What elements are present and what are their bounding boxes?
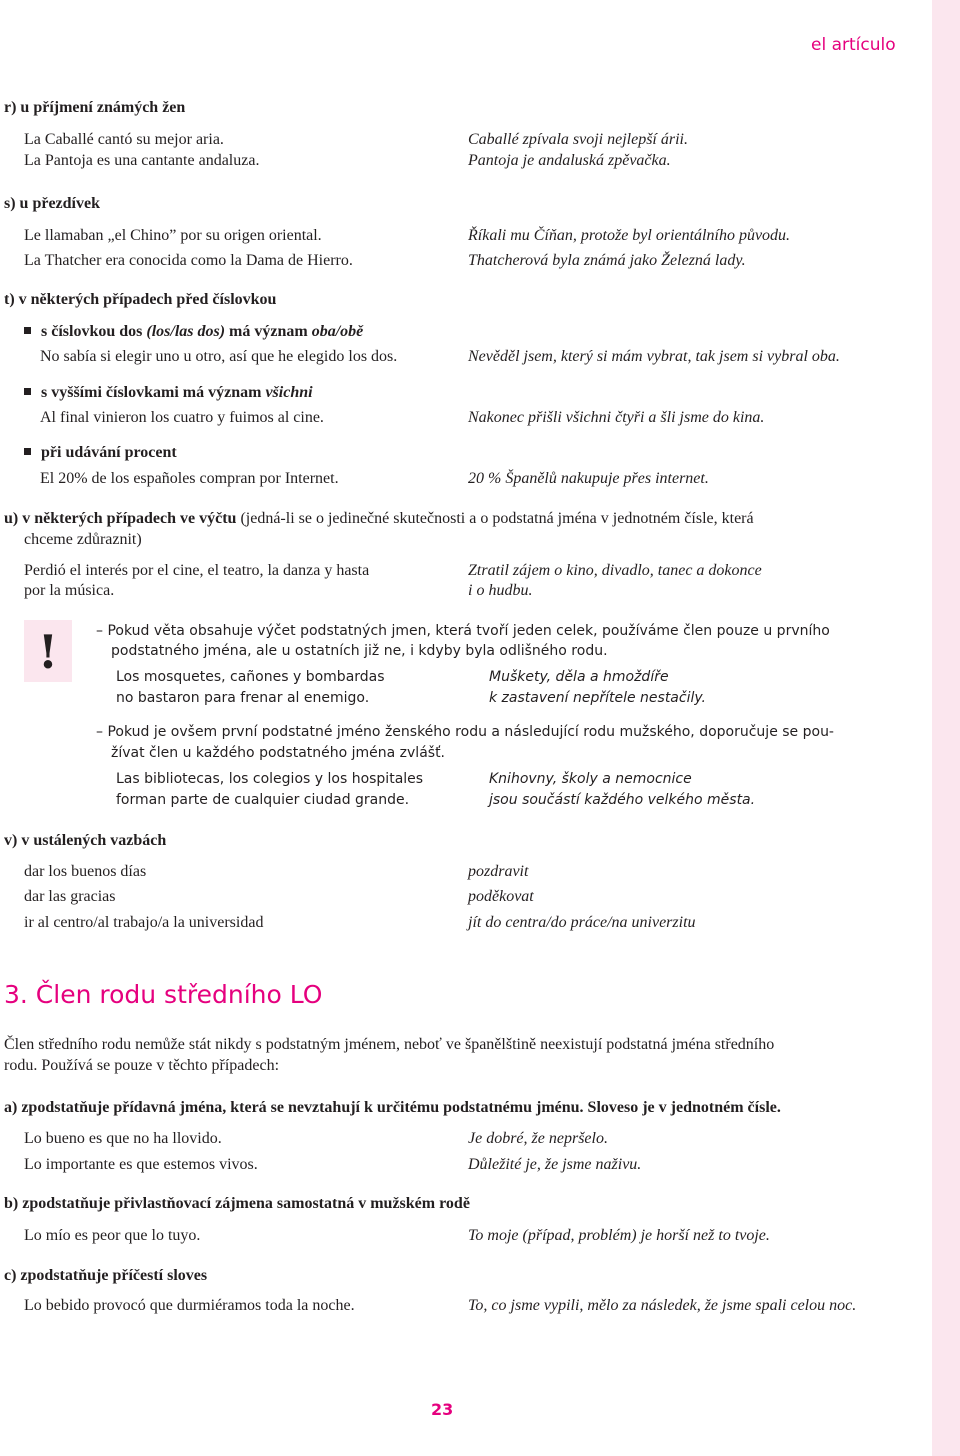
page-number: 23: [431, 1400, 454, 1419]
section-v-title: v) v ustálených vazbách: [4, 832, 167, 849]
bullet-square-icon: [24, 327, 31, 334]
section-u-title-cont: chceme zdůraznit): [24, 531, 142, 548]
u-example-cz-line2: i o hudbu.: [468, 582, 533, 599]
v-example-cz-3: jít do centra/do práce/na univerzitu: [468, 914, 696, 931]
s3c-example-es-1: Lo bebido provocó que durmiéramos toda la noche.: [24, 1297, 355, 1314]
bullet-square-icon: [24, 448, 31, 455]
section-3-intro-line1: Člen středního rodu nemůže stát nikdy s podstatným jménem, neboť ve španělštině neexistují podstatná jména středního: [4, 1036, 775, 1053]
warning-ex2-es-line2: forman parte de cualquier ciudad grande.: [116, 792, 410, 808]
s-example-cz-1: Říkali mu Číňan, protože byl orientálního původu.: [468, 227, 791, 244]
section-3-heading: 3. Člen rodu středního LO: [4, 980, 323, 1009]
t-bullet-1-cz: Nevěděl jsem, který si mám vybrat, tak jsem si vybral oba.: [468, 348, 840, 365]
warning-note-1-line1: – Pokud věta obsahuje výčet podstatných jmen, která tvoří jeden celek, používáme člen pouze u prvního: [96, 623, 830, 639]
s3a-example-cz-1: Je dobré, že nepršelo.: [468, 1130, 608, 1147]
u-example-es-line2: por la música.: [24, 582, 115, 599]
bullet-square-icon: [24, 388, 31, 395]
section-u-title: u) v některých případech ve výčtu (jedná-li se o jedinečné skutečnosti a o podstatná jména v jednotném čísle, která: [4, 510, 754, 527]
page-edge-band: [932, 0, 960, 1456]
s-example-cz-2: Thatcherová byla známá jako Železná lady.: [468, 252, 746, 269]
v-example-cz-1: pozdravit: [468, 863, 529, 880]
section-r-title: r) u příjmení známých žen: [4, 99, 186, 116]
s-example-es-2: La Thatcher era conocida como la Dama de Hierro.: [24, 252, 353, 269]
t-bullet-2-es: Al final vinieron los cuatro y fuimos al cine.: [40, 409, 324, 426]
t-bullet-3-cz: 20 % Španělů nakupuje přes internet.: [468, 470, 709, 487]
s3a-example-es-2: Lo importante es que estemos vivos.: [24, 1156, 258, 1173]
s3a-example-cz-2: Důležité je, že jsme naživu.: [468, 1156, 642, 1173]
section-3c-title: c) zpodstatňuje příčestí sloves: [4, 1267, 208, 1284]
section-t-title: t) v některých případech před číslovkou: [4, 291, 277, 308]
exclamation-icon: !: [37, 625, 59, 679]
section-s-title: s) u přezdívek: [4, 195, 100, 212]
r-example-cz-2: Pantoja je andaluská zpěvačka.: [468, 152, 671, 169]
u-example-cz-line1: Ztratil zájem o kino, divadlo, tanec a dokonce: [468, 562, 762, 579]
warning-icon: [24, 620, 72, 682]
v-example-cz-2: poděkovat: [468, 888, 534, 905]
r-example-cz-1: Caballé zpívala svoji nejlepší árii.: [468, 131, 688, 148]
v-example-es-3: ir al centro/al trabajo/a la universidad: [24, 914, 264, 931]
t-bullet-1-heading: s číslovkou dos (los/las dos) má význam oba/obě: [24, 322, 363, 342]
s3c-example-cz-1: To, co jsme vypili, mělo za následek, že jsme spali celou noc.: [468, 1297, 857, 1314]
section-3a-title: a) zpodstatňuje přídavná jména, která se nevztahují k určitému podstatnému jménu. Sloveso je v jednotném čísle.: [4, 1099, 781, 1116]
section-3-intro-line2: rodu. Používá se pouze v těchto případech:: [4, 1057, 280, 1074]
warning-ex2-cz-line2: jsou součástí každého velkého města.: [489, 792, 756, 808]
s3b-example-cz-1: To moje (případ, problém) je horší než to tvoje.: [468, 1227, 770, 1244]
warning-note-1-line2: podstatného jména, ale u ostatních již ne, i kdyby byla odlišného rodu.: [111, 643, 608, 659]
s3a-example-es-1: Lo bueno es que no ha llovido.: [24, 1130, 222, 1147]
warning-ex1-cz-line2: k zastavení nepřítele nestačily.: [489, 690, 707, 706]
s-example-es-1: Le llamaban „el Chino” por su origen oriental.: [24, 227, 322, 244]
running-header: el artículo: [811, 35, 896, 55]
warning-ex1-es-line2: no bastaron para frenar al enemigo.: [116, 690, 370, 706]
t-bullet-3-es: El 20% de los españoles compran por Internet.: [40, 470, 339, 487]
r-example-es-2: La Pantoja es una cantante andaluza.: [24, 152, 260, 169]
v-example-es-1: dar los buenos días: [24, 863, 147, 880]
t-bullet-2-cz: Nakonec přišli všichni čtyři a šli jsme do kina.: [468, 409, 765, 426]
t-bullet-2-heading: s vyššími číslovkami má význam všichni: [24, 383, 313, 403]
v-example-es-2: dar las gracias: [24, 888, 116, 905]
s3b-example-es-1: Lo mío es peor que lo tuyo.: [24, 1227, 201, 1244]
u-example-es-line1: Perdió el interés por el cine, el teatro, la danza y hasta: [24, 562, 370, 579]
warning-ex1-es-line1: Los mosquetes, cañones y bombardas: [116, 669, 385, 685]
t-bullet-3-heading: při udávání procent: [24, 443, 177, 463]
t-bullet-1-es: No sabía si elegir uno u otro, así que he elegido los dos.: [40, 348, 398, 365]
warning-ex2-es-line1: Las bibliotecas, los colegios y los hospitales: [116, 771, 424, 787]
r-example-es-1: La Caballé cantó su mejor aria.: [24, 131, 224, 148]
section-3b-title: b) zpodstatňuje přivlastňovací zájmena samostatná v mužském rodě: [4, 1195, 470, 1212]
warning-ex2-cz-line1: Knihovny, školy a nemocnice: [489, 771, 692, 787]
warning-ex1-cz-line1: Muškety, děla a hmoždíře: [489, 669, 669, 685]
warning-note-2-line1: – Pokud je ovšem první podstatné jméno ženského rodu a následující rodu mužského, doporučuje se pou-: [96, 724, 834, 740]
warning-note-2-line2: žívat člen u každého podstatného jména zvlášť.: [111, 745, 446, 761]
